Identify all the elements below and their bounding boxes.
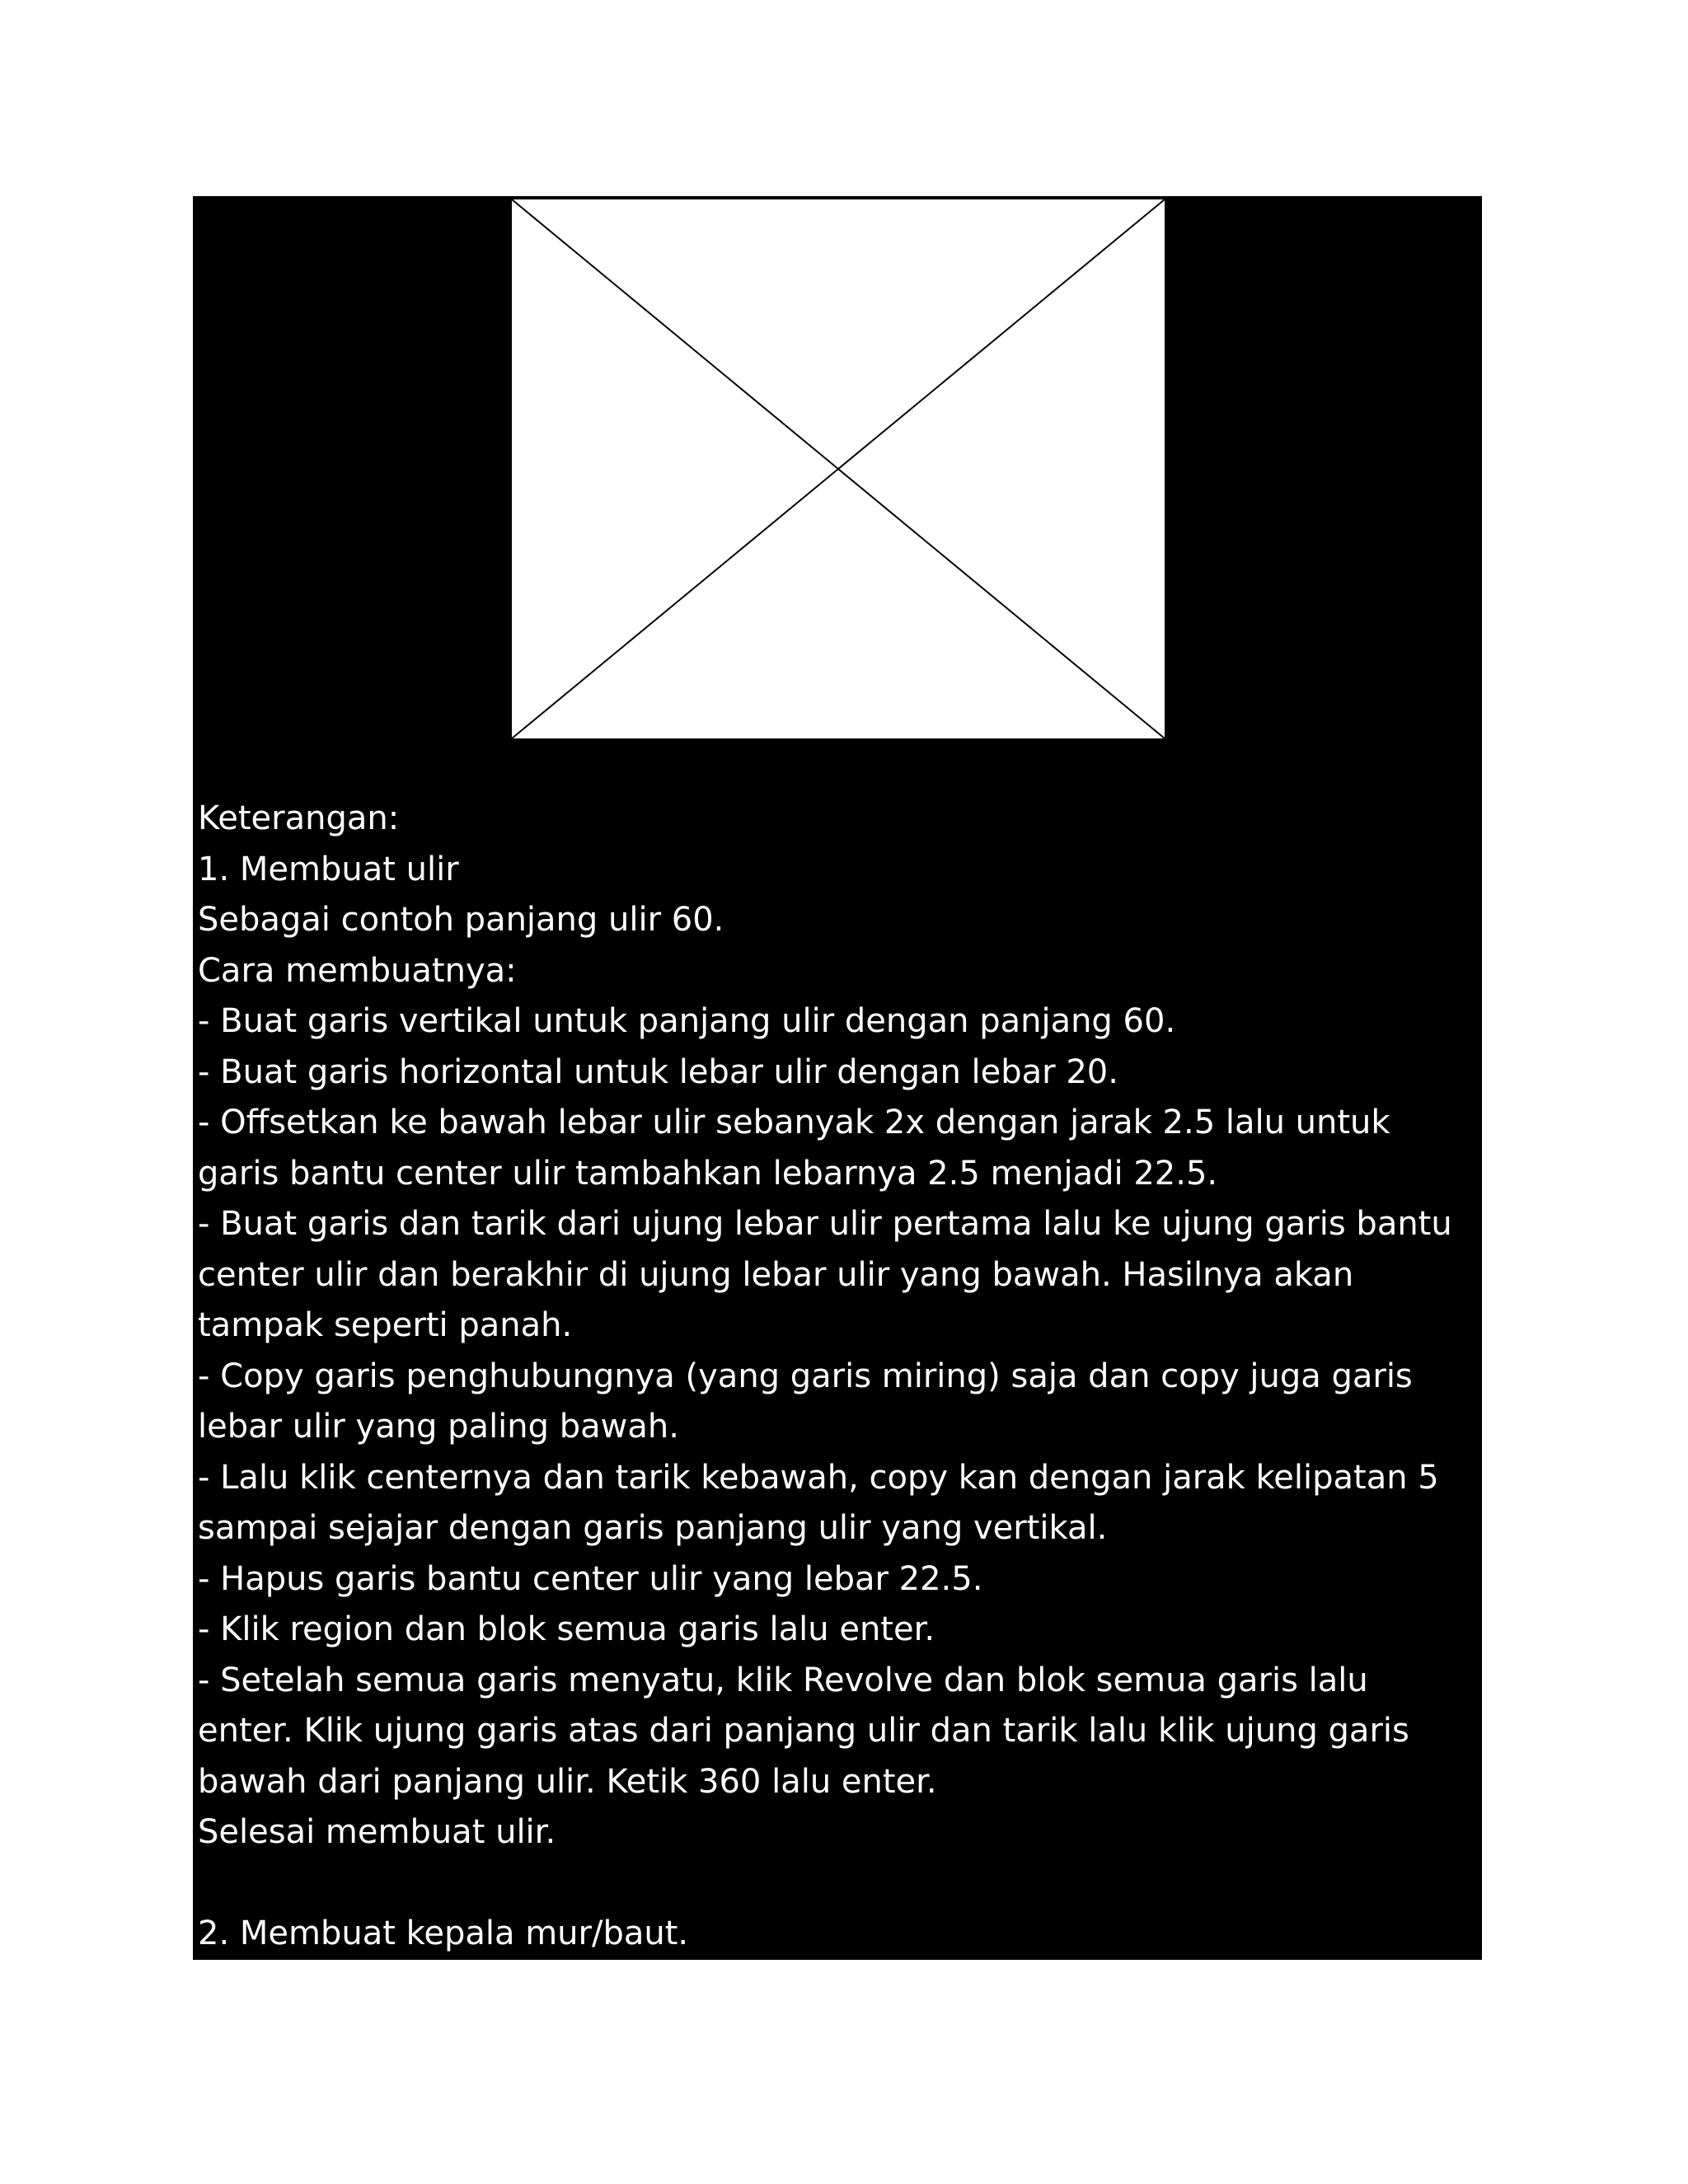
step-2-title: 2. Membuat kepala mur/baut. [198, 1915, 689, 1952]
instruction-item: - Setelah semua garis menyatu, klik Revolve dan blok semua garis lalu enter. Klik ujung garis atas dari panjang ulir dan tarik lalu klik ujung garis bawah dari panjang ulir. Ketik 360 lalu enter. [198, 1661, 1409, 1801]
instruction-item: - Buat garis vertikal untuk panjang ulir dengan panjang 60. [198, 1002, 1176, 1040]
instructions-text [198, 794, 1467, 1960]
blank-line [198, 1858, 1467, 1910]
heading-keterangan: Keterangan: [198, 799, 400, 837]
example-text: Sebagai contoh panjang ulir 60. [198, 901, 724, 939]
instruction-item: - Buat garis dan tarik dari ujung lebar ulir pertama lalu ke ujung garis bantu center ulir dan berakhir di ujung lebar ulir yang bawah. Hasilnya akan tampak seperti panah. [198, 1205, 1452, 1344]
instruction-item: - Copy garis penghubungnya (yang garis miring) saja dan copy juga garis lebar ulir yang paling bawah. [198, 1357, 1413, 1446]
image-placeholder [510, 198, 1166, 740]
instruction-item: - Hapus garis bantu center ulir yang lebar 22.5. [198, 1559, 983, 1598]
content-block [193, 196, 1482, 1960]
instruction-item: - Klik region dan blok semua garis lalu enter. [198, 1610, 935, 1648]
instruction-item: - Lalu klik centernya dan tarik kebawah, copy kan dengan jarak kelipatan 5 sampai sejajar dengan garis panjang ulir yang vertikal. [198, 1458, 1439, 1547]
step-1-done: Selesai membuat ulir. [198, 1813, 556, 1851]
instruction-item: - Buat garis horizontal untuk lebar ulir dengan lebar 20. [198, 1052, 1118, 1091]
step-1-title: 1. Membuat ulir [198, 850, 459, 888]
broken-image-x-icon [512, 199, 1165, 738]
method-label: Cara membuatnya: [198, 951, 517, 990]
instruction-item: - Offsetkan ke bawah lebar ulir sebanyak 2x dengan jarak 2.5 lalu untuk garis bantu center ulir tambahkan lebarnya 2.5 menjadi 22.5. [198, 1104, 1390, 1193]
